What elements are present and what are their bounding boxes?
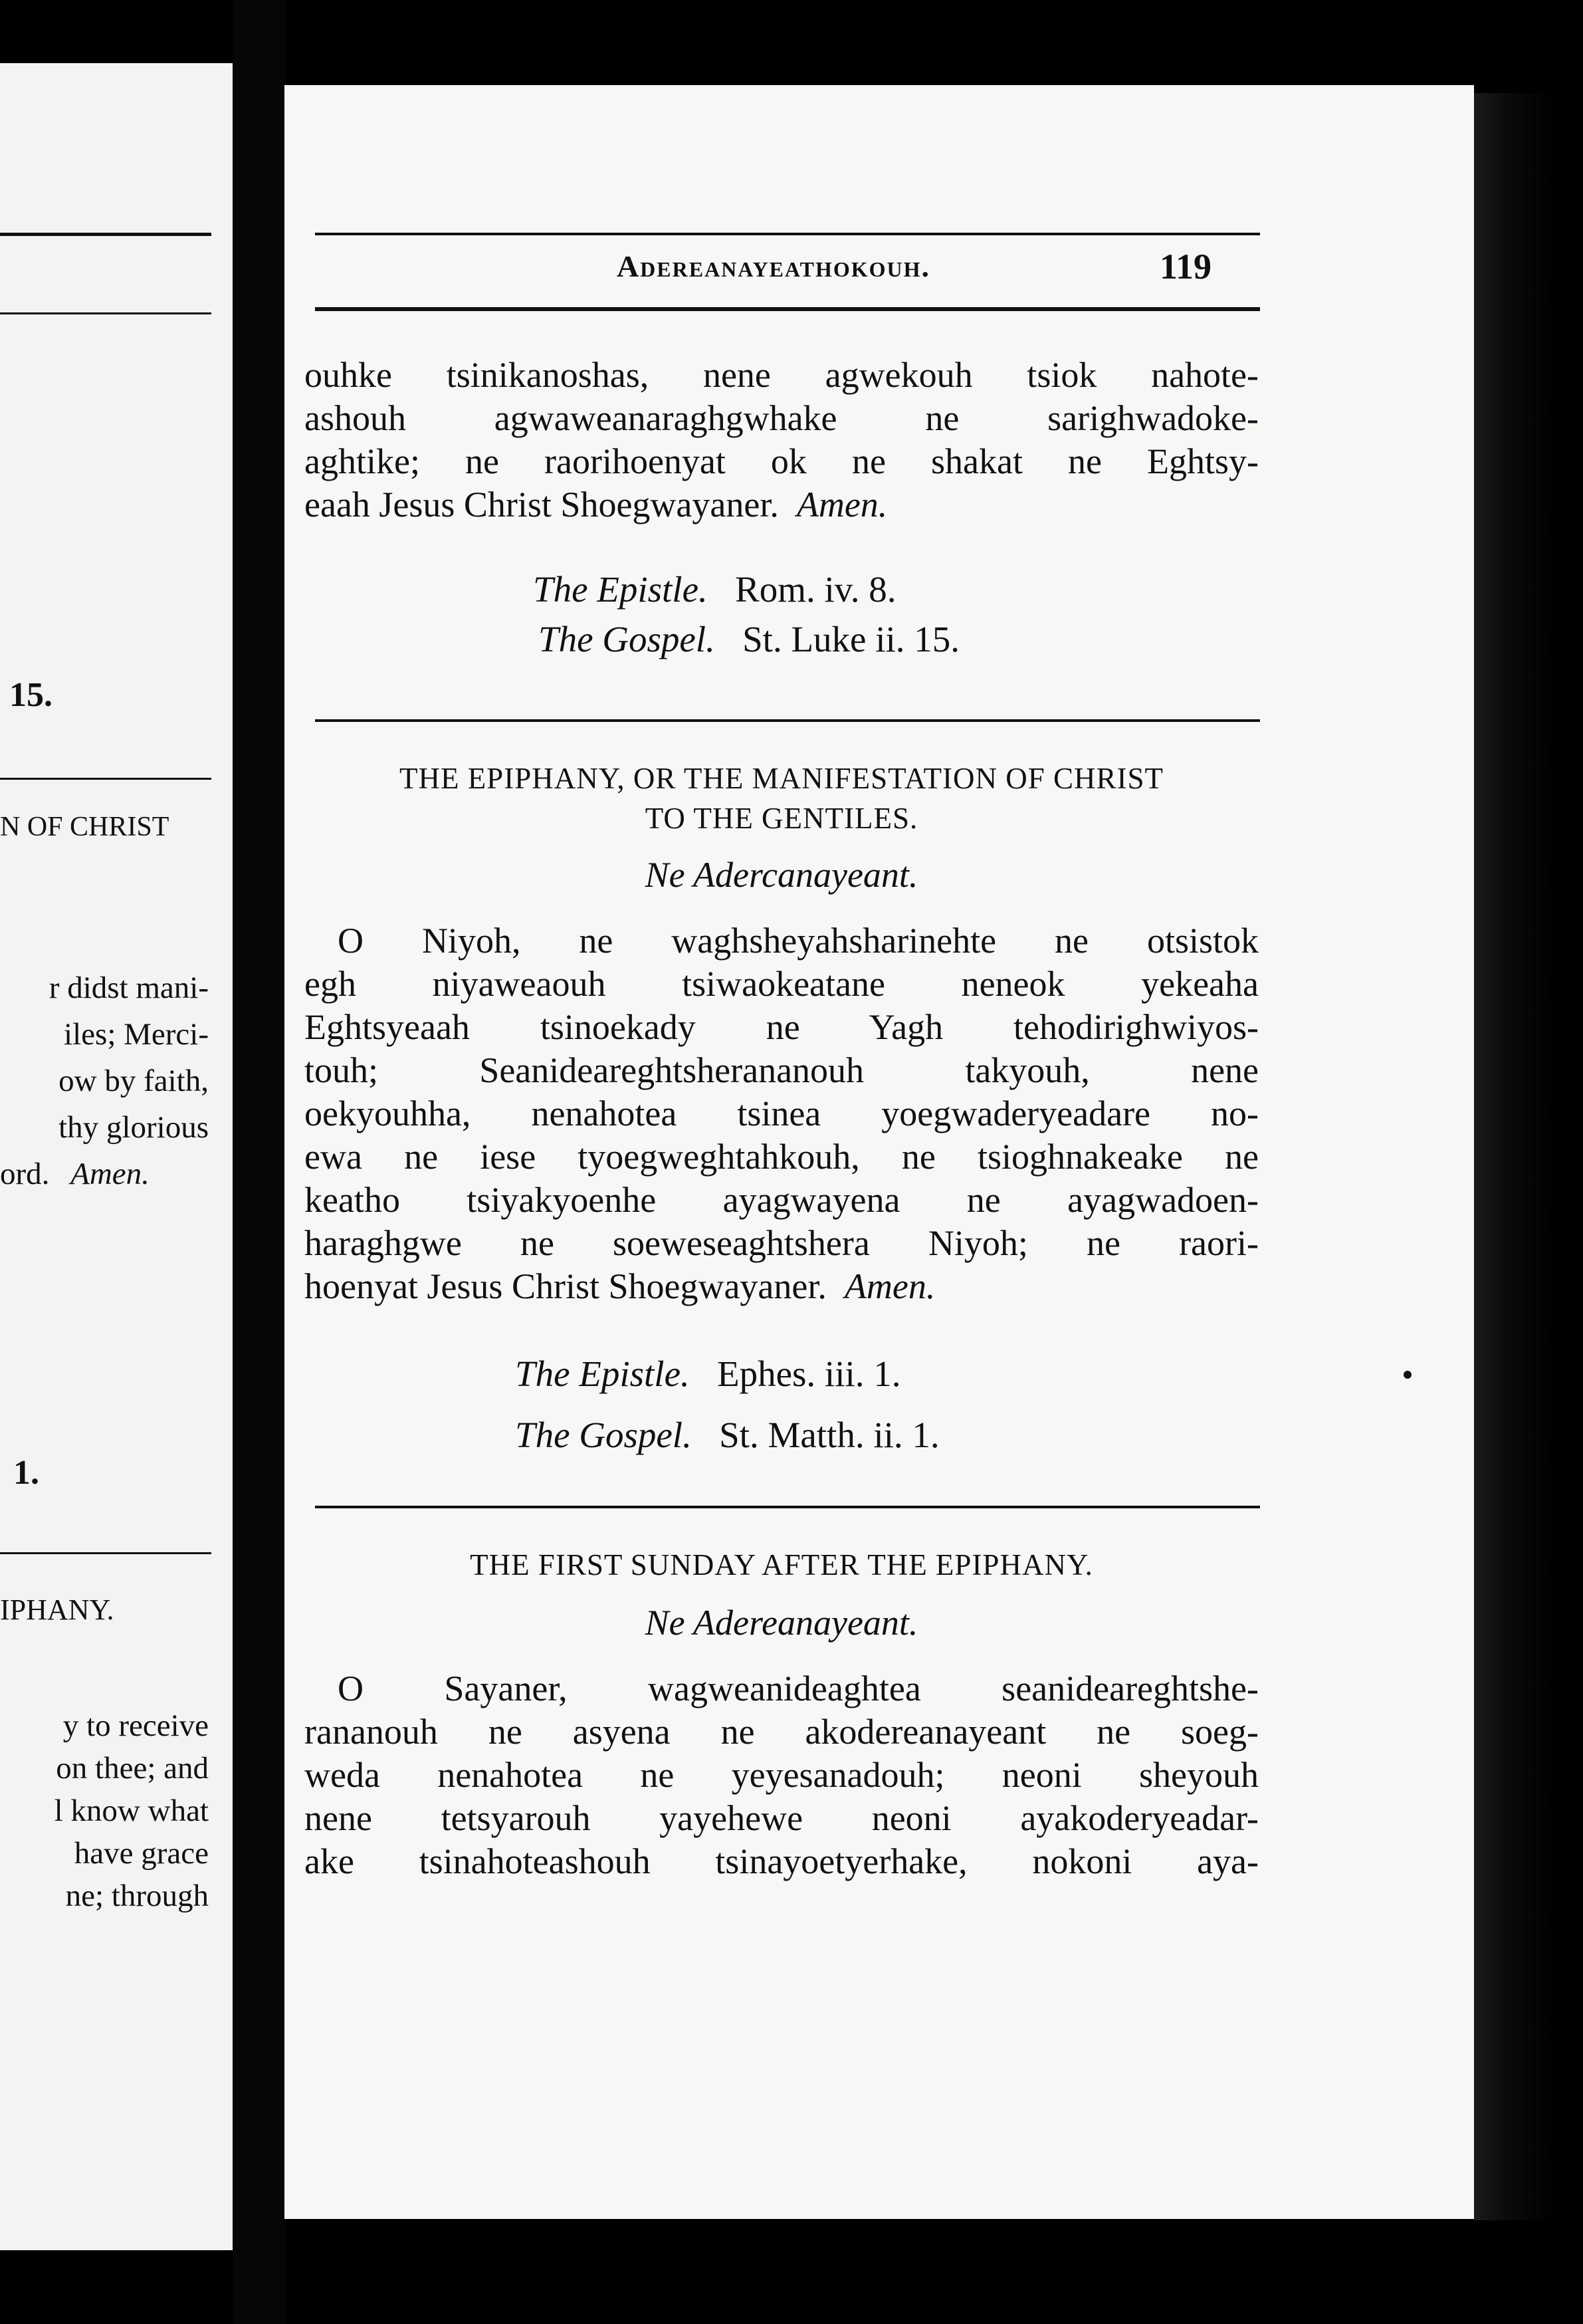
section-heading: THE EPIPHANY, OR THE MANIFESTATION OF CHRIST	[399, 762, 1164, 795]
speck	[1404, 1371, 1412, 1379]
left-line: 15.	[9, 676, 53, 714]
book-gutter	[233, 0, 286, 2324]
left-line: ow by faith,	[58, 1064, 209, 1098]
epistle-label: The Epistle.	[533, 569, 708, 610]
gospel-reference	[538, 618, 960, 660]
left-line-text: ord.	[0, 1157, 50, 1191]
epistle-label: The Epistle.	[515, 1353, 690, 1394]
left-section-rule	[0, 778, 211, 780]
epistle-reference	[533, 568, 896, 610]
text-line: touh; Seanideareghtsherananouh takyouh, nene	[304, 1050, 1259, 1090]
gospel-reference	[515, 1414, 940, 1456]
epistle-ref: Ephes. iii. 1.	[717, 1353, 901, 1394]
left-line: have grace	[74, 1836, 209, 1871]
left-line-amen-word: Amen.	[70, 1157, 150, 1191]
text-line: rananouh ne asyena ne akodereanayeant ne soeg-	[304, 1712, 1259, 1752]
text-line: oekyouhha, nenahotea tsinea yoegwaderyeadare no-	[304, 1094, 1259, 1133]
epistle-ref: Rom. iv. 8.	[735, 569, 897, 610]
left-line: iles; Merci-	[64, 1017, 209, 1052]
epiphany-collect	[304, 919, 1259, 1308]
running-title	[0, 249, 1583, 284]
collect-subheading: Ne Adereanayeant.	[645, 1603, 918, 1643]
gospel-ref: St. Matth. ii. 1.	[719, 1415, 940, 1455]
text-line: keatho tsiyakyoenhe ayagwayena ne ayagwadoen-	[304, 1180, 1259, 1220]
gospel-ref: St. Luke ii. 15.	[742, 619, 960, 659]
left-line: l know what	[54, 1794, 209, 1828]
section-heading-line2: TO THE GENTILES.	[645, 802, 918, 835]
left-line-amen	[0, 1159, 150, 1190]
left-line: y to receive	[62, 1708, 209, 1743]
left-line: ne; through	[65, 1879, 209, 1913]
section-heading: THE FIRST SUNDAY AFTER THE EPIPHANY.	[470, 1548, 1093, 1581]
collect-subheading: Ne Adercanayeant.	[645, 855, 918, 895]
text-line: ouhke tsinikanoshas, nene agwekouh tsiok nahote-	[304, 355, 1259, 395]
section-rule	[315, 1506, 1260, 1508]
first-sunday-collect	[304, 1667, 1259, 1883]
left-line: N OF CHRIST	[0, 812, 169, 842]
text-line: O Niyoh, ne waghsheyahsharinehte ne otsistok	[338, 921, 1259, 961]
text-line: nene tetsyarouh yayehewe neoni ayakoderyeadar-	[304, 1798, 1259, 1838]
amen-word: Amen.	[796, 485, 888, 524]
gospel-label: The Gospel.	[538, 619, 715, 659]
text-line: haraghgwe ne soeweseaghtshera Niyoh; ne raori-	[304, 1223, 1259, 1263]
text-line: eaah Jesus Christ Shoegwayaner.	[304, 485, 779, 524]
header-rule-top	[315, 233, 1260, 235]
text-line-last	[304, 1265, 1259, 1308]
gospel-label: The Gospel.	[515, 1415, 692, 1455]
left-section-rule	[0, 1552, 211, 1554]
header-rule-bottom	[315, 307, 1260, 311]
previous-page-fragment	[0, 63, 233, 2250]
text-line-last	[304, 483, 1259, 526]
text-line: weda nenahotea ne yeyesanadouh; neoni sheyouh	[304, 1755, 1259, 1795]
left-line: IPHANY.	[0, 1593, 114, 1626]
text-line: egh niyaweaouh tsiwaokeatane neneok yekeaha	[304, 964, 1259, 1004]
section-rule	[315, 719, 1260, 722]
amen-word: Amen.	[844, 1266, 936, 1306]
left-header-rule	[0, 233, 211, 236]
text-line: hoenyat Jesus Christ Shoegwayaner.	[304, 1266, 827, 1306]
text-line: aghtike; ne raorihoenyat ok ne shakat ne Eghtsy-	[304, 441, 1259, 481]
left-line: r didst mani-	[49, 971, 209, 1005]
collect-continued	[304, 354, 1259, 526]
page-number: 119	[1160, 247, 1212, 287]
text-line: ashouh agwaweanaraghgwhake ne sarighwadoke-	[304, 398, 1259, 438]
left-header-rule-lower	[0, 312, 211, 314]
book-edge	[1474, 93, 1554, 2220]
left-line: thy glorious	[58, 1110, 209, 1145]
running-title-text: Adereanayeathokouh.	[616, 249, 931, 283]
text-line: ewa ne iese tyoegweghtahkouh, ne tsioghnakeake ne	[304, 1137, 1259, 1177]
left-line: on thee; and	[56, 1751, 209, 1786]
epistle-reference	[515, 1353, 901, 1395]
text-line: Eghtsyeaah tsinoekady ne Yagh tehodirighwiyos-	[304, 1007, 1259, 1047]
left-line: 1.	[13, 1454, 39, 1492]
text-line: ake tsinahoteashouh tsinayoetyerhake, nokoni aya-	[304, 1841, 1259, 1881]
text-line: O Sayaner, wagweanideaghtea seanideareghtshe-	[338, 1669, 1259, 1708]
